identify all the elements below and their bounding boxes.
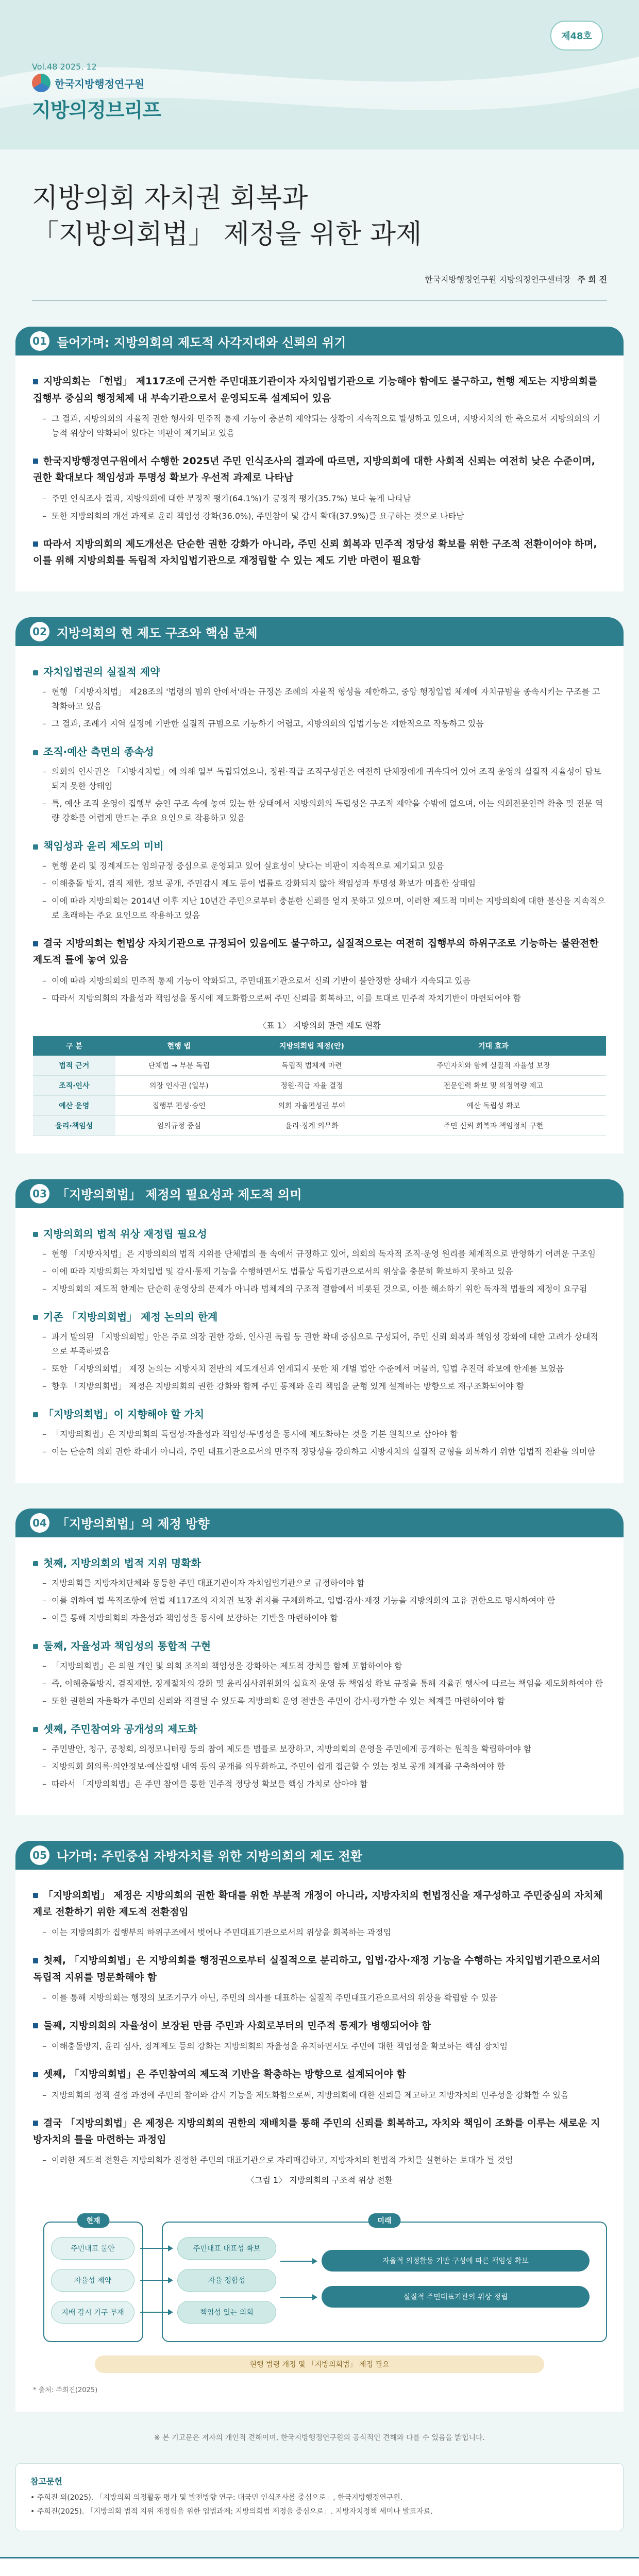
author-name: 주 희 진	[577, 275, 607, 285]
subheading-text: 조직·예산 측면의 종속성	[43, 745, 154, 758]
content-block	[33, 1555, 606, 1625]
list-item: – 그 결과, 조례가 지역 실정에 기반한 실질적 규범으로 기능하기 어렵고, 지방의회의 입법기능은 제한적으로 작동하고 있음	[44, 717, 606, 731]
table-row	[33, 1095, 606, 1115]
list-item: – 이에 따라 지방의회는 2014년 이후 지난 10년간 주민으로부터 충분한 신뢰를 얻지 못하고 있으며, 이러한 제도적 미비는 지방의회에 대한 불신을 지속적으로 초래하는 주요 요인으로 작용하고 있음	[44, 894, 606, 923]
list-item: – 따라서 지방의회의 자율성과 책임성을 동시에 제도화함으로써 주민 신뢰를 회복하고, 이를 토대로 민주적 자치기반이 마련되어야 함	[44, 991, 606, 1006]
arrow-right-icon	[280, 2297, 316, 2298]
arrow-right-icon	[140, 2248, 172, 2249]
section-body	[15, 646, 624, 1154]
lead-paragraph	[33, 1887, 606, 1921]
list-item: – 지방의회를 지방자치단체와 동등한 주민 대표기관이자 자치입법기관으로 규정하여야 함	[44, 1576, 606, 1590]
subheading-text: 기존 「지방의회법」 제정 논의의 한계	[43, 1310, 218, 1323]
lead-paragraph	[33, 373, 606, 406]
author-org: 한국지방행정연구원 지방의정연구센터장	[425, 275, 571, 285]
bullet-list	[33, 412, 606, 440]
lead-paragraph	[33, 2115, 606, 2148]
issue-badge: 제48호	[550, 21, 603, 50]
subheading	[33, 1309, 606, 1324]
content-block	[33, 838, 606, 923]
lead-paragraph	[33, 1952, 606, 1986]
krila-logo-icon	[32, 74, 51, 92]
disclaimer: ※ 본 기고문은 저자의 개인적 견해이며, 한국지방행정연구원의 공식적인 견해와 다를 수 있음을 밝힙니다.	[154, 2434, 485, 2443]
table-cell: 윤리·책임성	[33, 1115, 115, 1136]
references-box	[15, 2463, 624, 2531]
table-cell: 예산 독립성 확보	[381, 1095, 606, 1115]
table-cell: 독립적 법체계 마련	[243, 1056, 381, 1076]
article-title	[0, 149, 639, 252]
author	[0, 252, 639, 285]
content-block	[33, 1638, 606, 1708]
subheading	[33, 743, 606, 758]
bullet-list	[33, 492, 606, 523]
section-body	[15, 1537, 624, 1815]
bullet-list	[33, 1925, 606, 1940]
bullet-list	[33, 1659, 606, 1708]
org-logo[interactable]	[32, 74, 161, 92]
subheading-text: 첫째, 지방의회의 법적 지위 명확화	[43, 1556, 201, 1569]
transition-item: 책임성 있는 의회	[177, 2301, 276, 2324]
square-bullet-icon	[33, 1958, 38, 1963]
content-block	[33, 1309, 606, 1394]
bullet-list	[33, 1330, 606, 1394]
list-item: – 「지방의회법」은 지방의회의 독립성·자율성과 책임성·투명성을 동시에 제도화하는 것을 기본 원칙으로 삼아야 함	[44, 1427, 606, 1442]
bullet-list	[33, 2088, 606, 2103]
list-item: – 현행 윤리 및 징계제도는 임의규정 중심으로 운영되고 있어 실효성이 낮다는 비판이 지속적으로 제기되고 있음	[44, 859, 606, 873]
table-cell: 집행부 편성·승인	[115, 1095, 243, 1115]
current-column-title: 현재	[77, 2213, 109, 2228]
list-item: – 이를 통해 지방의회는 행정의 보조기구가 아닌, 주민의 의사를 대표하는 실질적 주민대표기관으로서의 위상을 확립할 수 있음	[44, 1991, 606, 2005]
table-cell: 주민자치와 함께 실질적 자율성 보장	[381, 1056, 606, 1076]
subheading-text: 책임성과 윤리 제도의 미비	[43, 840, 164, 853]
future-column-title: 미래	[368, 2213, 400, 2228]
table-cell: 전문인력 확보 및 의정역량 제고	[381, 1075, 606, 1095]
section-header	[15, 1841, 624, 1870]
list-item: – 주민 인식조사 결과, 지방의회에 대한 부정적 평가(64.1%)가 긍정적 평가(35.7%) 보다 높게 나타남	[44, 492, 606, 506]
table-cell: 법적 근거	[33, 1056, 115, 1076]
section-header	[15, 617, 624, 646]
lead-text: 둘째, 지방의회의 자율성이 보장된 만큼 주민과 사회로부터의 민주적 통제가 병행되어야 함	[43, 2020, 431, 2031]
square-bullet-icon	[33, 1644, 38, 1649]
lead-text: 셋째, 「지방의회법」은 주민참여의 제도적 기반을 확충하는 방향으로 설계되어야 함	[43, 2069, 406, 2080]
lead-text: 지방의회는 「헌법」 제117조에 근거한 주민대표기관이자 자치입법기관으로 기능해야 함에도 불구하고, 현행 제도는 지방의회를 집행부 중심의 행정체제 내 부속기관으로서 운영되도록 설계되어 있음	[33, 376, 598, 404]
section-number: 04	[30, 1513, 49, 1533]
list-item: – 이해충돌방지, 윤리 심사, 징계제도 등의 강화는 지방의회의 자율성을 유지하면서도 주민에 대한 책임성을 확보하는 핵심 장치임	[44, 2039, 606, 2054]
reference-item: • 주희진 외(2025). 「지방의회 의정활동 평가 및 발전방향 연구: 대국민 인식조사를 중심으로」, 한국지방행정연구원.	[30, 2494, 403, 2502]
square-bullet-icon	[33, 379, 38, 384]
subheading-text: 셋째, 주민참여와 공개성의 제도화	[43, 1722, 197, 1735]
lead-paragraph	[33, 453, 606, 486]
bullet-list	[33, 859, 606, 923]
bullet-list	[33, 765, 606, 825]
lead-text: 따라서 지방의회의 제도개선은 단순한 권한 강화가 아니라, 주민 신뢰 회복과 민주적 정당성 확보를 위한 구조적 전환이어야 하며, 이를 위해 지방의회를 독립적 자치입법기관으로 재정립할 수 있는 제도 기반 마련이 필요함	[33, 538, 597, 566]
section-header	[15, 1179, 624, 1208]
table-cell: 의회 자율편성권 부여	[243, 1095, 381, 1115]
diagram-footer-note: 현행 법령 개정 및 「지방의회법」 제정 필요	[95, 2355, 544, 2373]
current-state-item: 주민대표 불안	[51, 2237, 134, 2260]
section-title: 들어가며: 지방의회의 제도적 사각지대와 신뢰의 위기	[57, 335, 346, 350]
title-line-1: 지방의회 자치권 회복과	[32, 183, 308, 214]
section-body	[15, 1870, 624, 2412]
divider	[32, 300, 607, 301]
section-title: 지방의회의 현 제도 구조와 핵심 문제	[57, 625, 258, 640]
section-body	[15, 355, 624, 591]
table-header-row	[33, 1036, 606, 1056]
table-cell: 의장 인사권 (일부)	[115, 1075, 243, 1095]
square-bullet-icon	[33, 750, 38, 755]
bullet-list	[33, 1427, 606, 1459]
content-block	[33, 1406, 606, 1459]
square-bullet-icon	[33, 670, 38, 675]
list-item: – 따라서 「지방의회법」은 주민 참여를 통한 민주적 정당성 확보를 핵심 가치로 삼아야 함	[44, 1777, 606, 1791]
content-block	[33, 2115, 606, 2168]
lead-paragraph	[33, 935, 606, 969]
table-cell: 윤리·징계 의무화	[243, 1115, 381, 1136]
section-03	[15, 1179, 624, 1483]
section-number: 02	[30, 622, 49, 641]
list-item: – 의회의 인사권은 「지방자치법」에 의해 일부 독립되었으나, 정원·직급 조직구성권은 여전히 단체장에게 귀속되어 있어 조직 운영의 실질적 자율성이 담보되지 못한 상태임	[44, 765, 606, 793]
list-item: – 이에 따라 지방의회의 민주적 통제 기능이 약화되고, 주민대표기관으로서 신뢰 기반이 불안정한 상태가 지속되고 있음	[44, 974, 606, 988]
square-bullet-icon	[33, 1315, 38, 1320]
square-bullet-icon	[33, 1727, 38, 1732]
figure-caption: 〈그림 1〉 지방의회의 구조적 위상 전환	[246, 2175, 393, 2185]
bullet-list	[33, 1991, 606, 2005]
subheading	[33, 1226, 606, 1241]
arrow-right-icon	[280, 2261, 316, 2262]
arrow-right-icon	[140, 2280, 172, 2281]
content-block	[33, 453, 606, 523]
subheading	[33, 1721, 606, 1736]
list-item: – 주민발안, 청구, 공청회, 의정모니터링 등의 참여 제도를 법률로 보장하고, 지방의회의 운영을 주민에게 공개하는 원칙을 확립하여야 함	[44, 1742, 606, 1756]
table-row	[33, 1115, 606, 1136]
list-item: – 특, 예산 조직 운영이 집행부 승인 구조 속에 놓여 있는 한 상태에서 지방의회의 독립성은 구조적 제약을 수밖에 없으며, 이는 의회전문인력 확충 및 전문 역량 강화를 어렵게 만드는 주요 요인으로 작용하고 있음	[44, 796, 606, 825]
header	[0, 0, 639, 149]
list-item: – 현행 「지방자치법」 제28조의 '법령의 범위 안에서'라는 규정은 조례의 자율적 형성을 제한하고, 중앙 행정입법 체계에 자치규범을 종속시키는 구조를 고착화하고 있음	[44, 685, 606, 714]
lead-text: 한국지방행정연구원에서 수행한 2025년 주민 인식조사의 결과에 따르면, 지방의회에 대한 사회적 신뢰는 여전히 낮은 수준이며, 권한 확대보다 책임성과 투명성 확보가 우선적 과제로 나타남	[33, 455, 596, 484]
arrow-right-icon	[140, 2312, 172, 2313]
bullet-list	[33, 685, 606, 731]
list-item: – 과거 발의된 「지방의회법」안은 주로 의장 권한 강화, 인사권 독립 등 권한 확대 중심으로 구성되어, 주민 신뢰 회복과 책임성 강화에 대한 고려가 상대적으로 부족하였음	[44, 1330, 606, 1359]
list-item: – 또한 지방의회의 개선 과제로 윤리 책임성 강화(36.0%), 주민참여 및 감시 확대(37.9%)를 요구하는 것으로 나타남	[44, 509, 606, 523]
bullet-list	[33, 1247, 606, 1296]
square-bullet-icon	[33, 2072, 38, 2077]
list-item: – 이에 따라 지방의회는 자치입법 및 감시·통제 기능을 수행하면서도 법률상 독립기관으로서의 위상을 충분히 확보하지 못하고 있음	[44, 1264, 606, 1279]
footer	[0, 2557, 639, 2576]
content-block	[33, 373, 606, 440]
square-bullet-icon	[33, 1232, 38, 1237]
square-bullet-icon	[33, 1893, 38, 1898]
table-header-cell: 기대 효과	[381, 1036, 606, 1056]
section-title: 「지방의회법」의 제정 방향	[57, 1517, 210, 1532]
bullet-list	[33, 2039, 606, 2054]
list-item: – 이러한 제도적 전환은 지방의회가 진정한 주민의 대표기관으로 자리매김하고, 지방자치의 헌법적 가치를 실현하는 토대가 될 것임	[44, 2153, 606, 2167]
section-header	[15, 1509, 624, 1537]
square-bullet-icon	[33, 844, 38, 850]
lead-text: 결국 「지방의회법」은 제정은 지방의회의 권한의 재배치를 통해 주민의 신뢰를 회복하고, 자치와 책임이 조화를 이루는 새로운 지방자치의 틀을 마련하는 과정임	[33, 2117, 600, 2145]
publication-title: 지방의정브리프	[32, 99, 161, 122]
transition-diagram	[33, 2201, 606, 2376]
table-header-cell: 구 분	[33, 1036, 115, 1056]
list-item: – 현행 「지방자치법」은 지방의회의 법적 지위를 단체법의 틀 속에서 규정하고 있어, 의회의 독자적 조직·운영 원리를 체계적으로 반영하기 어려운 구조임	[44, 1247, 606, 1261]
subheading-text: 「지방의회법」이 지향해야 할 가치	[43, 1408, 205, 1420]
subheading-text: 자치입법권의 실질적 제약	[43, 666, 160, 679]
list-item: – 지방의회의 제도적 한계는 단순히 운영상의 문제가 아니라 법체계의 구조적 결함에서 비롯된 것으로, 이를 해소하기 위한 독자적 법률의 제정이 요구됨	[44, 1282, 606, 1296]
lead-text: 「지방의회법」 제정은 지방의회의 권한 확대를 위한 부분적 개정이 아니라, 지방자치의 헌법정신을 재구성하고 주민중심의 자치체제로 전환하기 위한 제도적 전환점임	[33, 1889, 603, 1918]
section-body	[15, 1208, 624, 1483]
list-item: – 또한 「지방의회법」 제정 논의는 지방자치 전반의 제도개선과 연계되지 못한 채 개별 법안 수준에서 머물러, 입법 추진력 확보에 한계를 보였음	[44, 1362, 606, 1376]
references-title: 참고문헌	[30, 2477, 62, 2487]
content-block	[33, 1226, 606, 1296]
issue-meta: Vol.48 2025. 12	[32, 62, 97, 72]
table-cell: 조직·인사	[33, 1075, 115, 1095]
list-item: – 이를 위하여 법 목적조항에 헌법 제117조의 자치권 보장 취지를 구체화하고, 입법·감사·재정 기능을 지방의회의 고유 권한으로 명시하여야 함	[44, 1594, 606, 1608]
section-number: 01	[30, 331, 49, 351]
content-block	[33, 664, 606, 731]
section-02	[15, 617, 624, 1154]
list-item: – 향후 「지방의회법」 제정은 지방의회의 권한 강화와 함께 주민 통제와 윤리 책임을 균형 있게 설계하는 방향으로 재구조화되어야 함	[44, 1379, 606, 1394]
future-state-item: 실질적 주민대표기관의 위상 정립	[322, 2286, 590, 2308]
lead-text: 결국 지방의회는 헌법상 자치기관으로 규정되어 있음에도 불구하고, 실질적으로는 여전히 집행부의 하위구조로 기능하는 불완전한 제도적 틀에 놓여 있음	[33, 938, 599, 966]
table-cell: 단체법 → 부분 독립	[115, 1056, 243, 1076]
bullet-list	[33, 974, 606, 1006]
square-bullet-icon	[33, 459, 38, 464]
content-block	[33, 1952, 606, 2005]
square-bullet-icon	[33, 1561, 38, 1566]
subheading	[33, 664, 606, 679]
square-bullet-icon	[33, 2121, 38, 2126]
subheading	[33, 1406, 606, 1421]
content-block	[33, 2066, 606, 2102]
reference-item: • 주희진(2025). 「지방의회 법적 지위 재정립을 위한 입법과제: 지방의회법 제정을 중심으로」. 지방자치정책 세미나 발표자료.	[30, 2507, 433, 2516]
list-item: – 지방의회의 정책 결정 과정에 주민의 참여와 감시 기능을 제도화함으로써, 지방의회에 대한 신뢰를 제고하고 지방자치의 민주성을 강화할 수 있음	[44, 2088, 606, 2103]
current-state-item: 지배 감시 기구 부재	[51, 2301, 134, 2324]
list-item: – 즉, 이해충돌방지, 겸직제한, 징계절차의 강화 및 윤리심사위원회의 실효적 운영 등 책임성 확보 규정을 통해 자율권 행사에 따르는 책임을 제도화하여야 함	[44, 1676, 606, 1691]
policy-table	[33, 1036, 606, 1136]
title-line-2: 「지방의회법」 제정을 위한 과제	[32, 219, 422, 250]
content-block	[33, 935, 606, 1006]
list-item: – 그 결과, 지방의회의 자율적 권한 행사와 민주적 통제 기능이 충분히 제약되는 상황이 지속적으로 발생하고 있으며, 지방자치의 한 축으로서 지방의회의 기능적 위상이 약화되어 있다는 비판이 제기되고 있음	[44, 412, 606, 440]
subheading-text: 둘째, 자율성과 책임성의 통합적 구현	[43, 1639, 211, 1652]
current-state-item: 자율성 제약	[51, 2269, 134, 2292]
table-cell: 정원·직급 자율 결정	[243, 1075, 381, 1095]
figure-source: * 출처: 주희진(2025)	[33, 2386, 98, 2395]
content-block	[33, 1721, 606, 1791]
table-cell: 예산 운영	[33, 1095, 115, 1115]
bullet-list	[33, 2153, 606, 2167]
subheading	[33, 838, 606, 853]
content-block	[33, 536, 606, 569]
content-block	[33, 1887, 606, 1940]
table-caption: 〈표 1〉 지방의회 관련 제도 현황	[258, 1020, 381, 1030]
list-item: – 이를 통해 지방의회의 자율성과 책임성을 동시에 보장하는 기반을 마련하여야 함	[44, 1611, 606, 1625]
section-title: 「지방의회법」 제정의 필요성과 제도적 의미	[57, 1188, 302, 1202]
list-item: – 이는 단순히 의회 권한 확대가 아니라, 주민 대표기관으로서의 민주적 정당성을 강화하고 지방자치의 실질적 균형을 회복하기 위한 입법적 전환을 의미함	[44, 1445, 606, 1459]
section-title: 나가며: 주민중심 자방자치를 위한 지방의회의 제도 전환	[57, 1849, 362, 1864]
section-number: 03	[30, 1184, 49, 1204]
list-item: – 이해충돌 방지, 겸직 제한, 정보 공개, 주민감시 제도 등이 법률로 강화되지 않아 책임성과 투명성 확보가 미흡한 상태임	[44, 876, 606, 891]
lead-paragraph	[33, 2066, 606, 2082]
section-number: 05	[30, 1845, 49, 1865]
content-block	[33, 2018, 606, 2054]
table-header-cell: 지방의회법 제정(안)	[243, 1036, 381, 1056]
brand	[32, 62, 161, 123]
section-header	[15, 327, 624, 355]
section-05	[15, 1841, 624, 2412]
lead-paragraph	[33, 536, 606, 569]
lead-text: 첫째, 「지방의회법」은 지방의회를 행정권으로부터 실질적으로 분리하고, 입법·감사·재정 기능을 수행하는 자치입법기관으로서의 독립적 지위를 명문화해야 함	[33, 1955, 600, 1983]
transition-item: 자율 정합성	[177, 2269, 276, 2292]
list-item: – 지방의회 회의록·의안정보·예산집행 내역 등의 공개를 의무화하고, 주민이 쉽게 접근할 수 있는 정보 공개 체계를 구축하여야 함	[44, 1759, 606, 1774]
list-item: – 또한 권한의 자율화가 주민의 신뢰와 직결될 수 있도록 지방의회 운영 전반을 주민이 감시·평가할 수 있는 체계를 마련하여야 함	[44, 1694, 606, 1708]
future-state-item: 자율적 의정활동 기반 구성에 따른 책임성 확보	[322, 2250, 590, 2272]
list-item: – 「지방의회법」은 의원 개인 및 의회 조직의 책임성을 강화하는 제도적 장치를 함께 포함하여야 함	[44, 1659, 606, 1673]
bullet-list	[33, 1742, 606, 1791]
subheading-text: 지방의회의 법적 위상 재정립 필요성	[43, 1227, 207, 1240]
section-01	[15, 327, 624, 591]
section-04	[15, 1509, 624, 1815]
subheading	[33, 1555, 606, 1570]
content-block	[33, 743, 606, 825]
transition-item: 주민대표 대표성 확보	[177, 2237, 276, 2260]
table-cell: 주민 신뢰 회복과 책임정치 구현	[381, 1115, 606, 1136]
table-row	[33, 1075, 606, 1095]
square-bullet-icon	[33, 1412, 38, 1417]
list-item: – 이는 지방의회가 집행부의 하위구조에서 벗어나 주민대표기관으로서의 위상을 회복하는 과정임	[44, 1925, 606, 1940]
table-cell: 임의규정 중심	[115, 1115, 243, 1136]
subheading	[33, 1638, 606, 1653]
table-row	[33, 1056, 606, 1076]
bullet-list	[33, 1576, 606, 1625]
square-bullet-icon	[33, 941, 38, 946]
square-bullet-icon	[33, 2023, 38, 2028]
square-bullet-icon	[33, 541, 38, 547]
org-name: 한국지방행정연구원	[55, 77, 144, 90]
lead-paragraph	[33, 2018, 606, 2034]
table-header-cell: 현행 법	[115, 1036, 243, 1056]
